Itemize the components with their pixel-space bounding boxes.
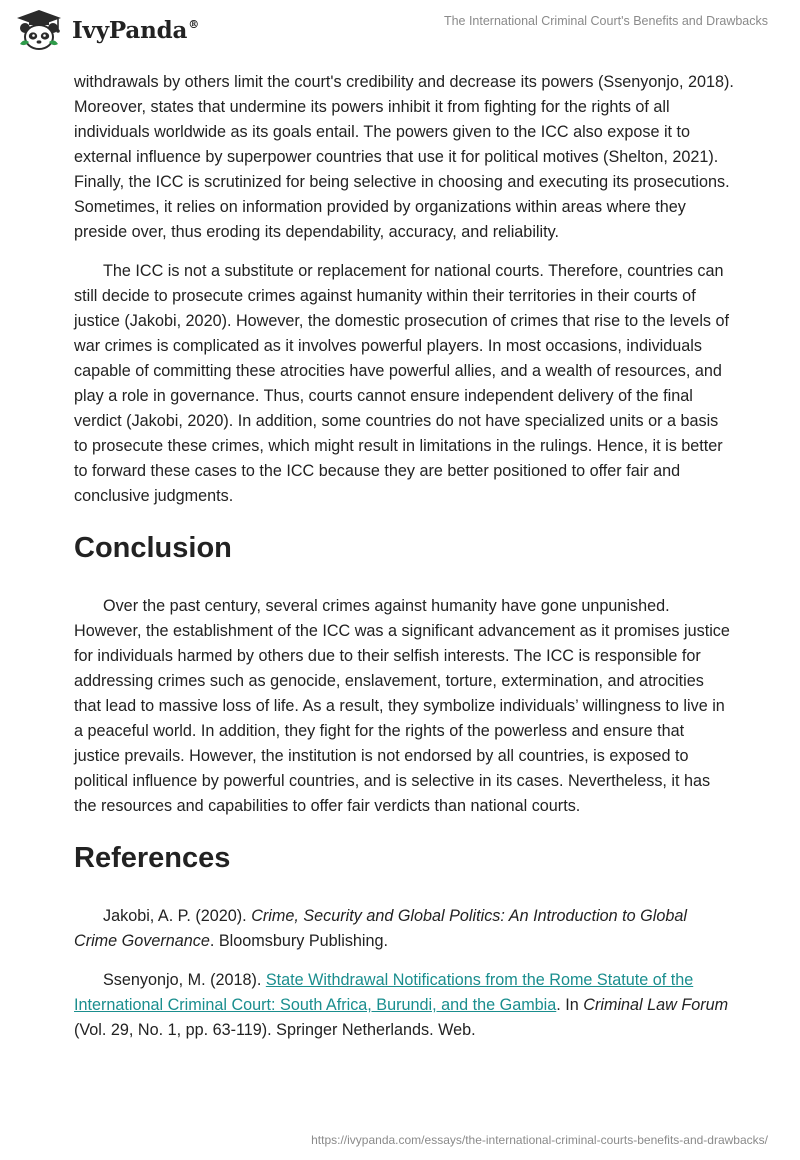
reference-link[interactable]: State Withdrawal Notifications from the Rome Statute of the International Criminal Court: South Africa, Burundi, and the Gambia bbox=[74, 971, 694, 1014]
reference-publisher: . Bloomsbury Publishing. bbox=[209, 932, 389, 950]
references-heading: References bbox=[74, 842, 231, 874]
essay-body bbox=[74, 70, 734, 1057]
reference-in: . In bbox=[556, 996, 584, 1014]
reference-details: (Vol. 29, No. 1, pp. 63-119). Springer Netherlands. Web. bbox=[74, 1021, 476, 1039]
footer-url[interactable]: https://ivypanda.com/essays/the-international-criminal-courts-benefits-and-drawbacks/ bbox=[311, 1133, 768, 1147]
conclusion-heading: Conclusion bbox=[74, 532, 232, 564]
brand-name: IvyPanda® bbox=[72, 16, 199, 44]
panda-graduate-icon bbox=[14, 8, 64, 52]
reference-author: Ssenyonjo, M. (2018). bbox=[103, 971, 266, 989]
ivypanda-logo[interactable] bbox=[14, 8, 199, 52]
reference-jakobi bbox=[74, 904, 734, 954]
page-header bbox=[0, 0, 800, 64]
conclusion-paragraph: Over the past century, several crimes against humanity have gone unpunished. However, the establishment of the ICC was a significant advancement as it promises justice for individuals harmed by others due to their selfish interests. The ICC is responsible for addressing crimes such as genocide, enslavement, torture, extermination, and atrocities that lead to massive loss of life. As a result, they symbolize individuals’ willingness to live in a peaceful world. In addition, they fight for the rights of the powerless and ensure that justice prevails. However, the institution is not endorsed by all countries, is exposed to political influence by powerful countries, and is selective in its cases. Nevertheless, it has the resources and capabilities to offer fair verdicts than national courts. bbox=[74, 597, 730, 815]
reference-title: Crime, Security and Global Politics: An Introduction to Global Crime Governance bbox=[74, 907, 687, 950]
reference-author: Jakobi, A. P. (2020). bbox=[103, 907, 252, 925]
paragraph-national-courts: The ICC is not a substitute or replacement for national courts. Therefore, countries can still decide to prosecute crimes against humanity within their territories in their courts of justice (Jakobi, 2020). However, the domestic prosecution of crimes that rise to the levels of war crimes is complicated as it involves powerful players. In most occasions, individuals capable of committing these atrocities have powerful allies, and a wealth of resources, and play a role in governance. Thus, courts cannot ensure independent delivery of the final verdict (Jakobi, 2020). In addition, some countries do not have specialized units or a basis to prosecute these crimes, which might result in limitations in the rulings. Hence, it is better to forward these cases to the ICC because they are better positioned to offer fair and conclusive judgments. bbox=[74, 262, 730, 505]
document-title: The International Criminal Court's Benefits and Drawbacks bbox=[443, 14, 768, 28]
reference-journal: Criminal Law Forum bbox=[583, 996, 729, 1014]
paragraph-withdrawals: withdrawals by others limit the court's credibility and decrease its powers (Ssenyonjo, 2018). Moreover, states that undermine its powers inhibit it from fighting for the rights of all individuals worldwide as its goals entail. The powers given to the ICC also expose it to external influence by superpower countries that use it for political motives (Shelton, 2021). Finally, the ICC is scrutinized for being selective in choosing and executing its prosecutions. Sometimes, it relies on information provided by organizations within areas where they preside over, thus eroding its dependability, accuracy, and reliability. bbox=[74, 73, 734, 241]
reference-ssenyonjo bbox=[74, 968, 734, 1043]
